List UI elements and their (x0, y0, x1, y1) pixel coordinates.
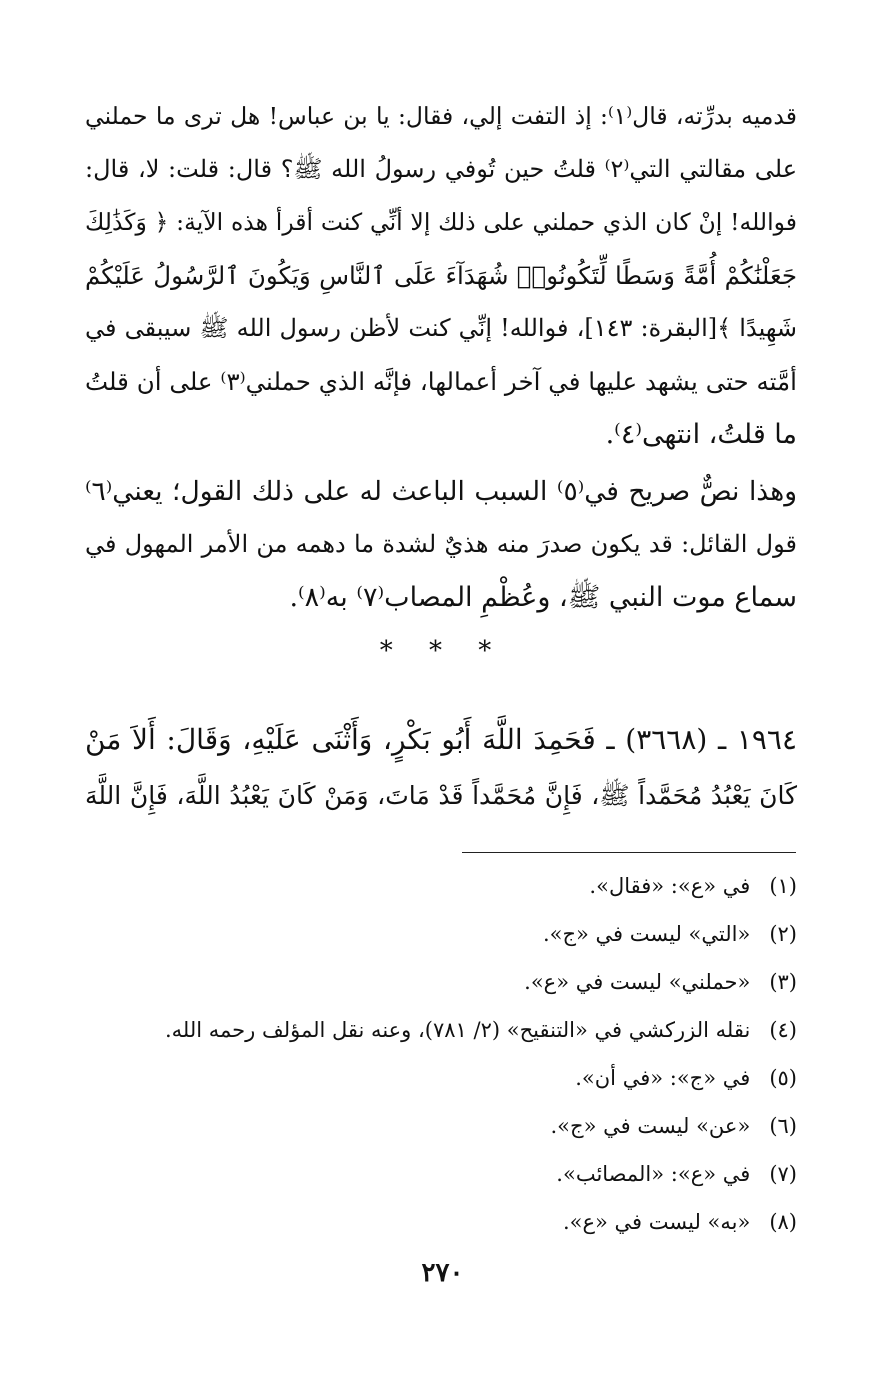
footnote-text: في «ع»: «المصائب». (556, 1162, 751, 1186)
footnote-number: (٦) (769, 1114, 797, 1138)
footnote-text: في «ج»: «في أن». (575, 1066, 751, 1090)
footnote (85, 1006, 797, 1054)
footnote-divider (462, 852, 796, 853)
quran-verse-line: جَعَلْنَٰكُمْ أُمَّةً وَسَطًا لِّتَكُونُوا۟ شُهَدَآءَ عَلَى ٱلنَّاسِ وَيَكُونَ ٱلرَّسُولُ عَلَيْكُمْ (85, 261, 797, 290)
text-line: أمَّته حتى يشهد عليها في آخر أعمالها، فإنَّه الذي حملني⁽٣⁾ على أن قلتُ (85, 367, 797, 396)
hadith-line: ١٩٦٤ ـ (٣٦٦٨) ـ فَحَمِدَ اللَّهَ أَبُو بَكْرٍ، وَأَثْنَى عَلَيْهِ، وَقَالَ: أَلاَ مَنْ (85, 723, 797, 756)
footnote-number: (٤) (769, 1018, 797, 1042)
footnote (85, 958, 797, 1006)
text-line: ما قلتُ، انتهى⁽٤⁾. (605, 419, 797, 450)
footnote-text: نقله الزركشي في «التنقيح» (٢/ ٧٨١)، وعنه نقل المؤلف رحمه الله. (164, 1018, 751, 1042)
text-line: على مقالتي التي⁽٢⁾ قلتُ حين تُوفي رسولُ الله ﷺ؟ قال: قلت: لا، قال: (85, 155, 798, 183)
hadith-line: كَانَ يَعْبُدُ مُحَمَّداً ﷺ، فَإِنَّ مُحَمَّداً قَدْ مَاتَ، وَمَنْ كَانَ يَعْبُدُ اللَّهَ، فَإِنَّ اللَّهَ (85, 781, 797, 810)
main-text-block (85, 90, 797, 624)
footnote-number: (٨) (769, 1210, 797, 1234)
footnote-text: «التي» ليست في «ج». (542, 922, 751, 946)
hadith-block (85, 712, 797, 824)
footnote-number: (٧) (769, 1162, 797, 1186)
footnote (85, 1054, 797, 1102)
footnote-text: «به» ليست في «ع». (562, 1210, 751, 1234)
footnotes (85, 862, 797, 1246)
footnote-text: «عن» ليست في «ج». (550, 1114, 751, 1138)
footnote (85, 862, 797, 910)
footnote (85, 910, 797, 958)
text-line: فوالله! إنْ كان الذي حملني على ذلك إلا أنِّي كنت أقرأ هذه الآية: ﴿ وَكَذَٰلِكَ (85, 208, 797, 236)
text-line: سماع موت النبي ﷺ، وعُظْمِ المصاب⁽٧⁾ به⁽٨⁾. (289, 582, 797, 613)
footnote-number: (٣) (769, 970, 797, 994)
text-line: قول القائل: قد يكون صدرَ منه هذيٌ لشدة ما دهمه من الأمر المهول في (85, 530, 797, 558)
footnote (85, 1198, 797, 1246)
page-number: ٢٧٠ (421, 1258, 464, 1288)
text-line: وهذا نصٌّ صريح في⁽٥⁾ السبب الباعث له على ذلك القول؛ يعني⁽٦⁾ (85, 476, 797, 507)
footnote-text: «حملني» ليست في «ع». (524, 970, 751, 994)
section-separator: * * * (379, 636, 506, 666)
footnote-number: (٥) (769, 1066, 797, 1090)
text-line: شَهِيدًا ﴾[البقرة: ١٤٣]، فوالله! إنِّي كنت لأظن رسول الله ﷺ سيبقى في (85, 314, 797, 342)
footnote-text: في «ع»: «فقال». (589, 874, 751, 898)
footnote (85, 1150, 797, 1198)
footnote (85, 1102, 797, 1150)
footnote-number: (٢) (769, 922, 797, 946)
text-line: قدميه بدرِّته، قال⁽١⁾: إذ التفت إلي، فقال: يا بن عباس! هل ترى ما حملني (85, 102, 797, 130)
footnote-number: (١) (769, 874, 797, 898)
